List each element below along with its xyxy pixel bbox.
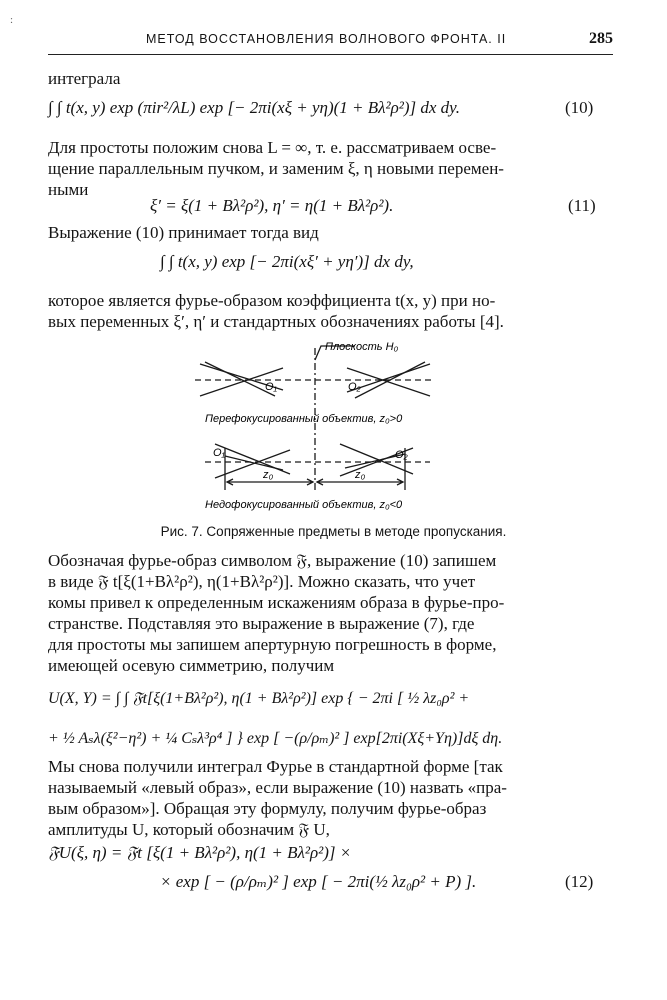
text-line: Для простоты положим снова L = ∞, т. е. рассматриваем осве- bbox=[48, 138, 497, 157]
running-title: МЕТОД ВОССТАНОВЛЕНИЯ ВОЛНОВОГО ФРОНТА. II bbox=[146, 32, 507, 46]
equation-12-number: (12) bbox=[565, 872, 594, 891]
text-line: щение параллельным пучком, и заменим ξ, η новыми перемен- bbox=[48, 159, 504, 178]
label-overfocus: Перефокусированный объектив, z₀>0 bbox=[205, 413, 403, 425]
paragraph-expression: Выражение (10) принимает тогда вид bbox=[48, 223, 319, 242]
equation-U-line1: U(X, Y) = ∫ ∫ 𝔉t[ξ(1+Bλ²ρ²), η(1 + Bλ²ρ²)] exp { − 2πi [ ½ λz₀ρ² + bbox=[48, 690, 470, 707]
figure-7-diagram bbox=[165, 340, 445, 512]
equation-12-line2: × exp [ − (ρ/ρₘ)² ] exp [ − 2πi(½ λz₀ρ² + P) ]. bbox=[160, 872, 477, 891]
text-line: для простоты мы запишем апертурную погрешность в форме, bbox=[48, 635, 497, 654]
text-line: вых переменных ξ′, η′ и стандартных обозначениях работы [4]. bbox=[48, 312, 504, 331]
paragraph-simplify bbox=[48, 137, 618, 200]
label-z0-left: z₀ bbox=[263, 469, 274, 481]
label-o2-top: O₂ bbox=[348, 381, 361, 393]
text-line: ными bbox=[48, 180, 89, 199]
running-header bbox=[48, 30, 613, 55]
equation-10: ∫ ∫ t(x, y) exp (πir²/λL) exp [− 2πi(xξ + yη)(1 + Bλ²ρ²)] dx dy. bbox=[48, 98, 461, 117]
paragraph-left-image bbox=[48, 756, 618, 840]
ray-bot-left-3 bbox=[225, 456, 283, 470]
text-line: называемый «левый образ», если выражение (10) назвать «пра- bbox=[48, 778, 507, 797]
text-line: которое является фурье-образом коэффициента t(x, y) при но- bbox=[48, 291, 496, 310]
paragraph-fourier-symbol bbox=[48, 550, 618, 676]
ray-bot-left-2 bbox=[215, 450, 290, 478]
equation-11-number: (11) bbox=[568, 196, 596, 215]
paragraph-fourier bbox=[48, 290, 618, 332]
label-o1-top: O₁ bbox=[265, 381, 278, 393]
equation-U-line2: + ½ Aₛλ(ξ²−η²) + ¼ Cₛλ³ρ⁴ ] } exp [ −(ρ/ρₘ)² ] exp[2πi(Xξ+Yη)]dξ dη. bbox=[48, 730, 503, 747]
page-number: 285 bbox=[589, 30, 613, 47]
text-line: Обозначая фурье-образ символом 𝔉, выражение (10) запишем bbox=[48, 551, 497, 570]
text-line: странстве. Подставляя это выражение в выражение (7), где bbox=[48, 614, 475, 633]
equation-10-number: (10) bbox=[565, 98, 594, 117]
text-line: вым образом»]. Обращая эту формулу, получим фурье-образ bbox=[48, 799, 487, 818]
label-o2-bottom: O₂ bbox=[395, 449, 408, 461]
text-line: амплитуды U, который обозначим 𝔉 U, bbox=[48, 820, 330, 839]
label-underfocus: Недофокусированный объектив, z₀<0 bbox=[205, 499, 403, 511]
margin-mark: : bbox=[10, 14, 14, 26]
label-z0-right: z₀ bbox=[355, 469, 366, 481]
text-line: имеющей осевую симметрию, получим bbox=[48, 656, 335, 675]
equation-transformed: ∫ ∫ t(x, y) exp [− 2πi(xξ′ + yη′)] dx dy, bbox=[160, 252, 414, 271]
text-line: в виде 𝔉 t[ξ(1+Bλ²ρ²), η(1+Bλ²ρ²)]. Можно сказать, что учет bbox=[48, 572, 476, 591]
label-plane: Плоскость H₀ bbox=[325, 341, 399, 353]
text-line: комы привел к определенным искажениям образа в фурье-про- bbox=[48, 593, 505, 612]
label-o1-bottom: O₁ bbox=[213, 447, 226, 459]
equation-11: ξ′ = ξ(1 + Bλ²ρ²), η′ = η(1 + Bλ²ρ²). bbox=[150, 196, 394, 215]
figure-7 bbox=[165, 340, 445, 517]
equation-12-line1: 𝔉U(ξ, η) = 𝔉t [ξ(1 + Bλ²ρ²), η(1 + Bλ²ρ²)] × bbox=[48, 843, 352, 862]
text-line: Мы снова получили интеграл Фурье в стандартной форме [так bbox=[48, 757, 503, 776]
figure-caption: Рис. 7. Сопряженные предметы в методе пропускания. bbox=[160, 524, 507, 539]
paragraph-intro: интеграла bbox=[48, 69, 121, 88]
